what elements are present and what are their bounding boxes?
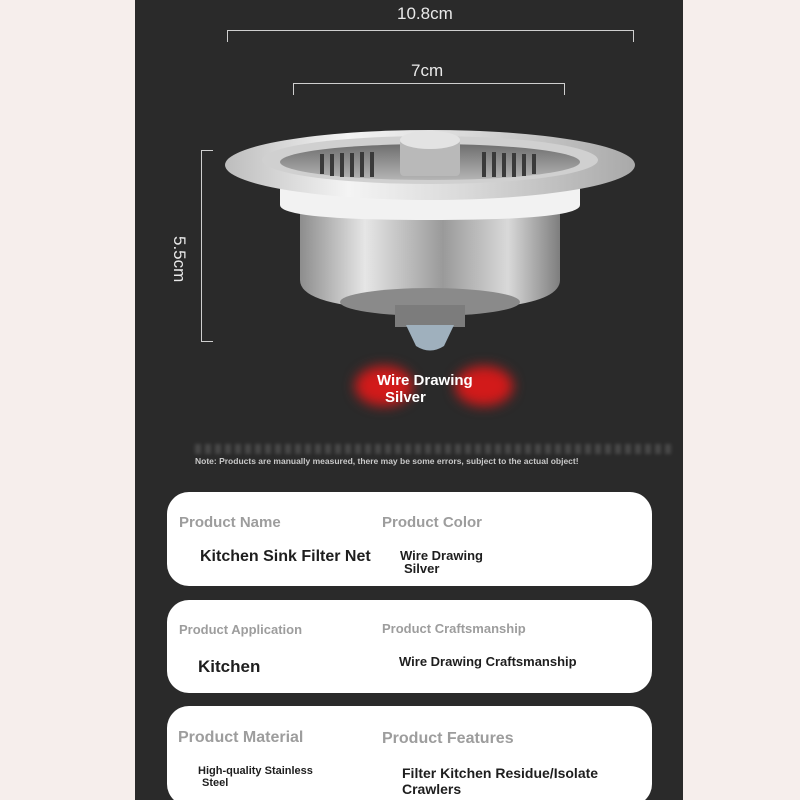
width-dimension-line [227,30,634,42]
product-color-label: Product Color [382,514,482,531]
height-dimension-label: 5.5cm [170,236,189,283]
product-material-label: Product Material [178,729,304,746]
product-color-tag [355,366,515,406]
product-color-value-line2: Silver [404,561,440,576]
color-tag-line1: Wire Drawing [377,372,473,389]
product-color-value-line1: Wire Drawing [400,548,483,563]
info-card-application-craft [167,600,652,693]
height-dimension-line [201,150,213,342]
product-features-label: Product Features [382,730,514,747]
color-tag-line2: Silver [385,389,426,406]
product-craftsmanship-value: Wire Drawing Craftsmanship [399,654,577,669]
measurement-note: Note: Products are manually measured, there may be some errors, subject to the actual object! [195,456,579,466]
sink-strainer-image [220,110,640,360]
product-craftsmanship-label: Product Craftsmanship [382,621,526,636]
product-name-label: Product Name [179,514,281,531]
product-name-value: Kitchen Sink Filter Net [200,548,371,565]
inner-dimension-label: 7cm [411,61,444,80]
product-application-value: Kitchen [198,657,261,676]
product-material-value-line2: Steel [202,777,229,789]
info-card-name-color [167,492,652,586]
blurred-text-line [195,444,675,454]
product-material-value-line1: High-quality Stainless [198,765,313,777]
info-card-material-features [167,706,652,800]
width-dimension-label: 10.8cm [397,4,453,23]
product-application-label: Product Application [179,622,303,637]
inner-dimension-line [293,83,565,95]
product-features-value: Filter Kitchen Residue/Isolate Crawlers [402,765,599,797]
